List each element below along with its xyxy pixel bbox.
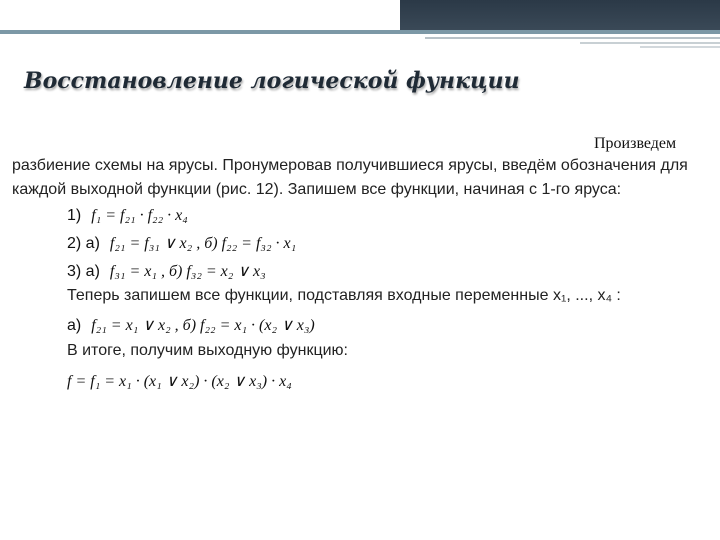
decorative-rule [580, 42, 720, 44]
final-formula-text: f = f₁ = x₁ · (x₁ ∨ x₂) · (x₂ ∨ x₃) · x₄ [67, 373, 292, 390]
paragraph-substitute: Теперь запишем все функции, подставляя входные переменные x₁, ..., x₄ : [67, 287, 621, 304]
intro-word: Произведем [594, 135, 677, 152]
slide-title: Восстановление логической функции [24, 68, 520, 94]
formula-text: f₂₁ = x₁ ∨ x₂ , б) f₂₂ = x₁ · (x₂ ∨ x₃) [91, 317, 315, 334]
formula-text: f₂₁ = f₃₁ ∨ x₂ , б) f₂₂ = f₃₂ · x₁ [109, 235, 297, 252]
formula-text: f₃₁ = x₁ , б) f₃₂ = x₂ ∨ x₃ [109, 263, 266, 280]
top-dark-bar [400, 0, 720, 30]
formula-label: 2) а) [67, 235, 100, 252]
formula-label: а) [67, 317, 82, 334]
decorative-rule [640, 46, 720, 48]
formula-label: 3) а) [67, 263, 100, 280]
paragraph-result: В итоге, получим выходную функцию: [67, 342, 348, 359]
formula-row [67, 315, 315, 335]
formula-row [67, 261, 266, 281]
decorative-rule [425, 37, 720, 39]
top-accent-stripe [0, 30, 720, 34]
formula-text: f₁ = f₂₁ · f₂₂ · x₄ [91, 207, 188, 224]
formula-label: 1) [67, 207, 82, 224]
top-left-blank [0, 0, 420, 34]
paragraph-line: каждой выходной функции (рис. 12). Запишем все функции, начиная с 1-го яруса: [12, 181, 622, 198]
paragraph-line: разбиение схемы на ярусы. Пронумеровав получившиеся ярусы, введём обозначения для [12, 157, 688, 174]
top-decoration [0, 0, 720, 34]
formula-row [67, 207, 188, 225]
formula-row [67, 233, 296, 253]
final-formula [67, 371, 292, 391]
